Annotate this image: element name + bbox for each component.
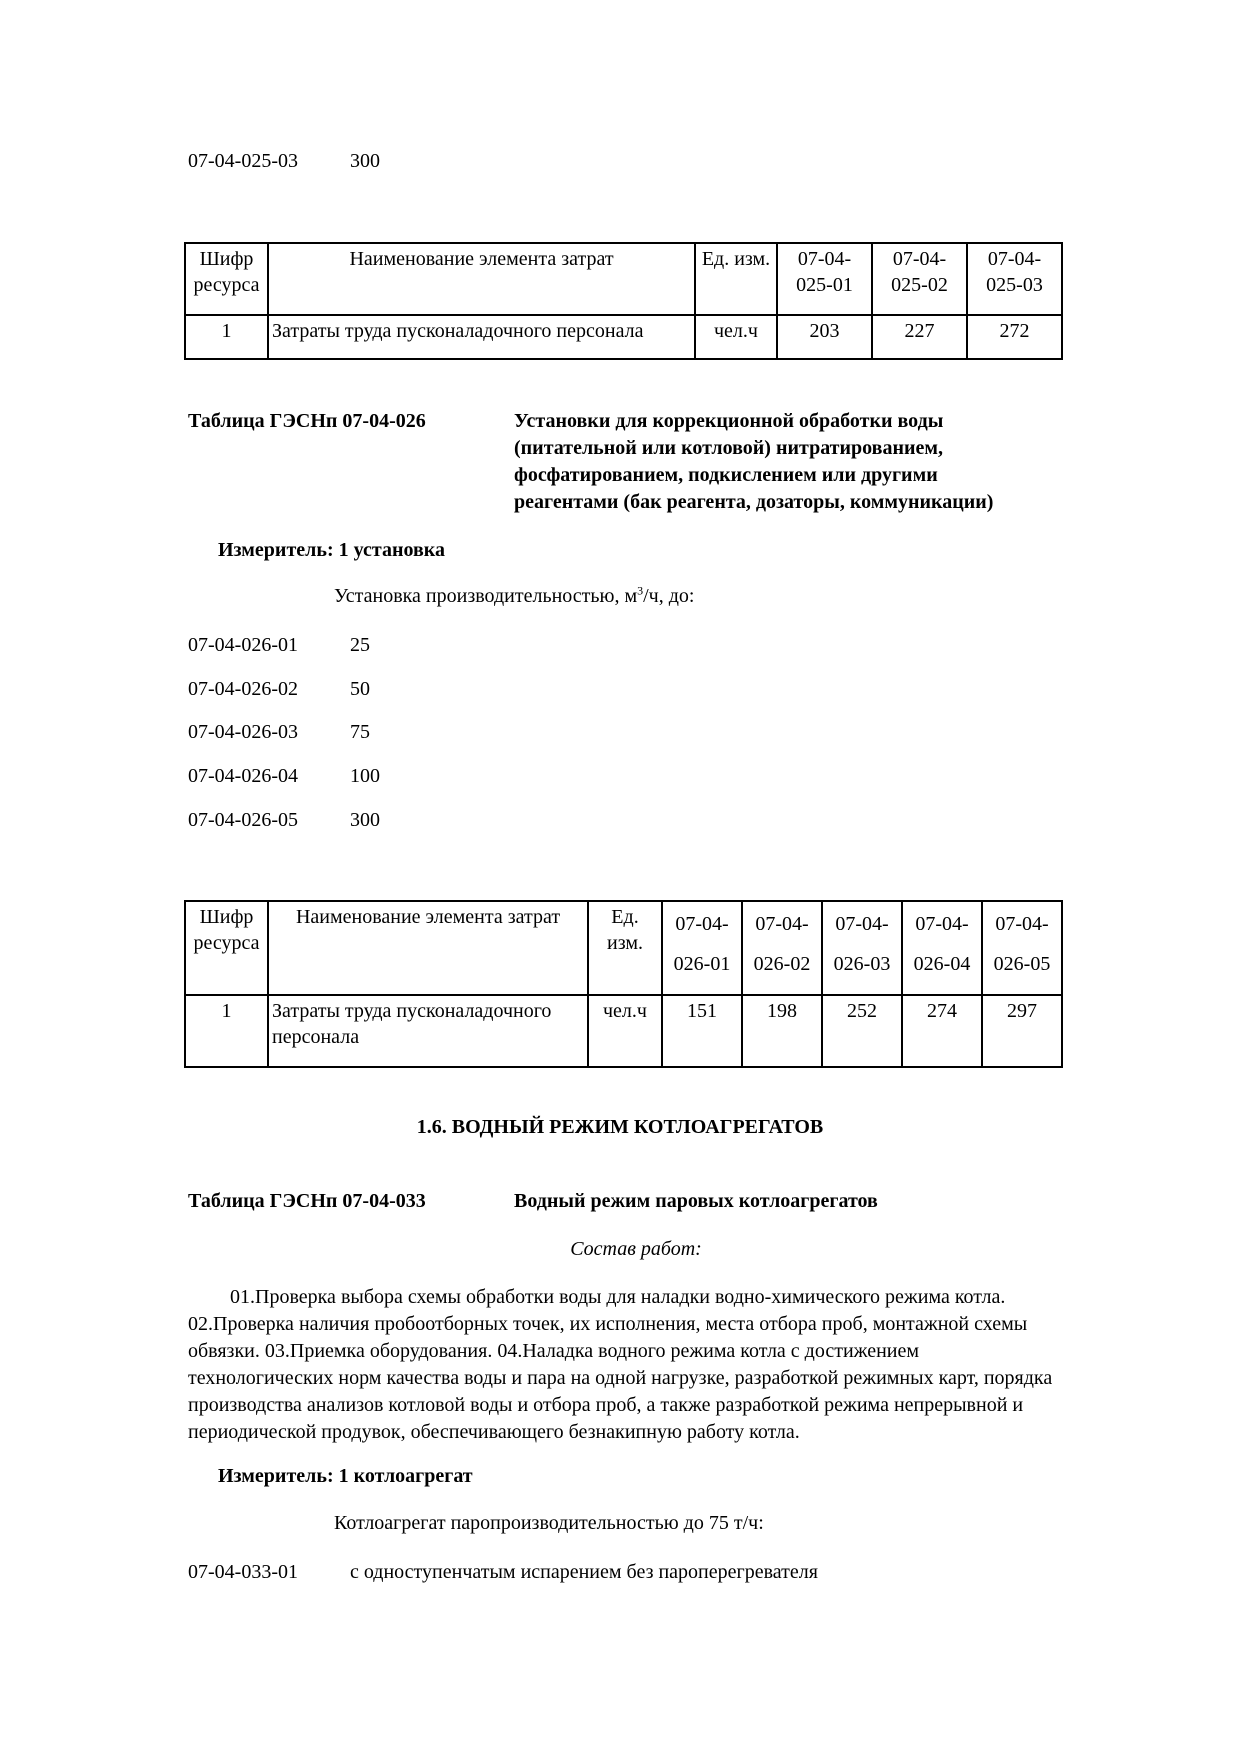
list-item: 07-04-026-03 75 (188, 721, 370, 743)
table-header-row (185, 901, 1062, 995)
cell-unit: чел.ч (588, 995, 662, 1067)
header-cell: 07-04- 025-01 (777, 243, 872, 315)
table-title-033: Водный режим паровых котлоагрегатов (514, 1190, 878, 1212)
subhead-033: Котлоагрегат паропроизводительностью до 75 т/ч: (334, 1512, 764, 1534)
header-cell: Ед. изм. (588, 901, 662, 995)
cell-value: 252 (822, 995, 902, 1067)
header-cell: Ед. изм. (695, 243, 777, 315)
table-title-026: Установки для коррекционной обработки воды (питательной или котловой) нитратированием, фосфатированием, подкислением или другими реагентами (бак реагента, дозаторы, коммуникации) (514, 410, 994, 513)
cell-name: Затраты труда пусконаладочного персонала (268, 315, 695, 359)
header-cell: Шифр ресурса (185, 243, 268, 315)
cell-unit: чел.ч (695, 315, 777, 359)
cell-value: 272 (967, 315, 1062, 359)
subhead-026: Установка производительностью, $м^3/ч$, до: (334, 583, 695, 607)
list-item: 07-04-026-02 50 (188, 678, 370, 700)
cell-code: 1 (185, 315, 268, 359)
cell-code: 1 (185, 995, 268, 1067)
header-cell: 07-04- 025-02 (872, 243, 967, 315)
table-header-row (185, 243, 1062, 315)
header-cell: Наименование элемента затрат (268, 243, 695, 315)
entry-07-04-025-03 (188, 148, 380, 174)
table-row (185, 315, 1062, 359)
entry-value: 300 (350, 150, 380, 172)
measure-026: Измеритель: 1 установка (218, 539, 445, 561)
works-label: Состав работ: (570, 1238, 702, 1260)
header-cell: 07-04- 025-03 (967, 243, 1062, 315)
cell-value: 274 (902, 995, 982, 1067)
table-row (185, 995, 1062, 1067)
section-heading: 1.6. ВОДНЫЙ РЕЖИМ КОТЛОАГРЕГАТОВ (416, 1116, 824, 1138)
measure-033: Измеритель: 1 котлоагрегат (218, 1465, 473, 1487)
resource-table-026 (184, 900, 1063, 1068)
table-code-026: Таблица ГЭСНп 07-04-026 (188, 410, 426, 432)
works-text: 01.Проверка выбора схемы обработки воды для наладки водно-химического режима котла. 02.Проверка наличия пробоотборных точек, их исполнения, места отбора проб, монтажной схемы обвязки. 03.Приемка оборудования. 04.Наладка водного режима котла с достижением технологических норм качества воды и пара на одной нагрузке, разработкой режимных карт, порядка производства анализов котловой воды и отбора проб, а также разработкой режима непрерывной и периодической продувок, обеспечивающего безнакипную работу котла. (188, 1286, 1053, 1443)
header-cell: 07-04- 026-01 (662, 901, 742, 995)
cell-value: 297 (982, 995, 1062, 1067)
list-item: 07-04-026-04 100 (188, 765, 380, 787)
header-cell: 07-04- 026-03 (822, 901, 902, 995)
list-item: 07-04-033-01 с одноступенчатым испарением без пароперегревателя (188, 1561, 818, 1583)
header-cell: Шифр ресурса (185, 901, 268, 995)
list-item: 07-04-026-05 300 (188, 809, 380, 831)
header-cell: 07-04- 026-02 (742, 901, 822, 995)
list-item: 07-04-026-01 25 (188, 634, 370, 656)
table-code-033: Таблица ГЭСНп 07-04-033 (188, 1190, 426, 1212)
cell-value: 198 (742, 995, 822, 1067)
cell-value: 227 (872, 315, 967, 359)
entry-code: 07-04-025-03 (188, 150, 298, 172)
cell-value: 203 (777, 315, 872, 359)
resource-table-025 (184, 242, 1063, 360)
cell-value: 151 (662, 995, 742, 1067)
header-cell: 07-04- 026-04 (902, 901, 982, 995)
header-cell: Наименование элемента затрат (268, 901, 588, 995)
header-cell: 07-04- 026-05 (982, 901, 1062, 995)
cell-name: Затраты труда пусконаладочного персонала (268, 995, 588, 1067)
